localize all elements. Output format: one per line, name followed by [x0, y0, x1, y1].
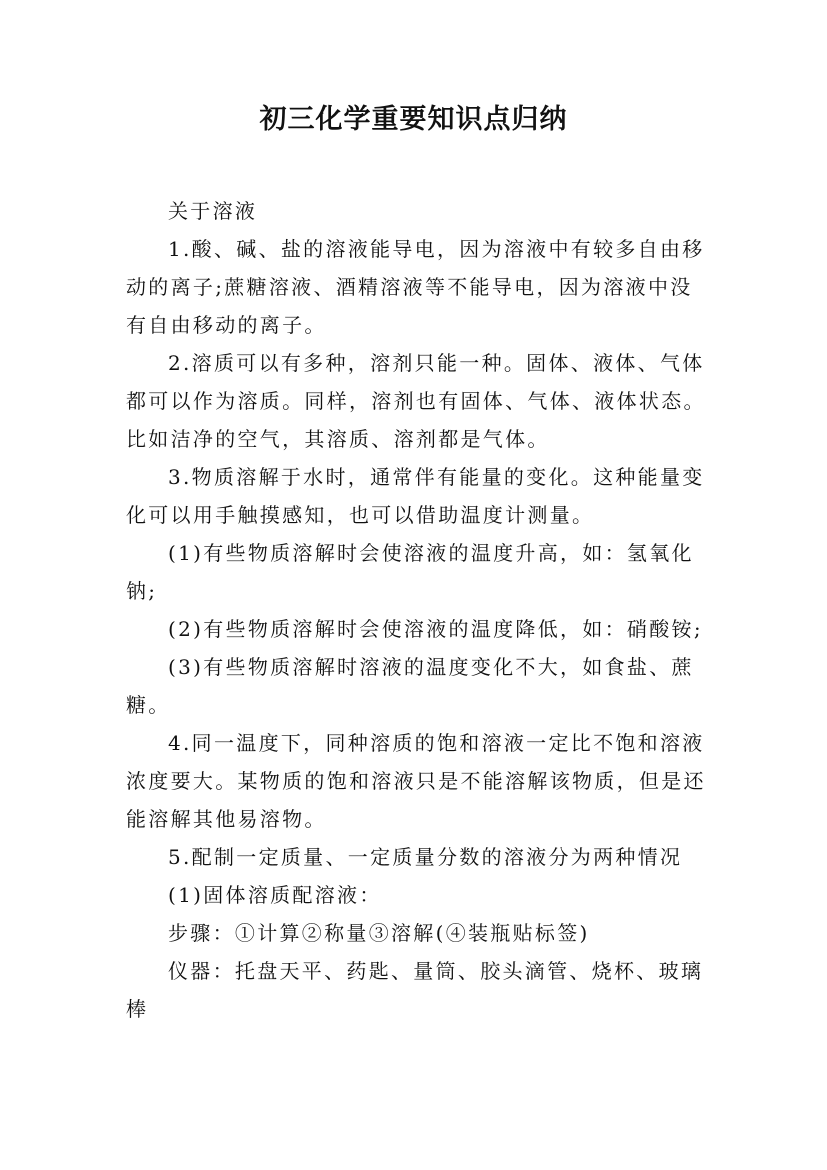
document-title: 初三化学重要知识点归纳: [259, 104, 568, 135]
paragraph-line: 5.配制一定质量、一定质量分数的溶液分为两种情况: [168, 845, 683, 869]
paragraph-line: 2.溶质可以有多种，溶剂只能一种。固体、液体、气体: [168, 351, 705, 375]
paragraph-line: 都可以作为溶质。同样，溶剂也有固体、气体、液体状态。: [126, 389, 706, 413]
paragraph-line: 糖。: [126, 693, 171, 717]
paragraph-line: 1.酸、碱、盐的溶液能导电，因为溶液中有较多自由移: [168, 237, 705, 261]
paragraph-line: 钠;: [126, 579, 158, 603]
paragraph-line: 比如洁净的空气，其溶质、溶剂都是气体。: [126, 427, 550, 451]
paragraph-line: 浓度要大。某物质的饱和溶液只是不能溶解该物质，但是还: [126, 769, 706, 793]
paragraph-line: 能溶解其他易溶物。: [126, 807, 327, 831]
paragraph-line: (2)有些物质溶解时会使溶液的温度降低，如：硝酸铵;: [168, 617, 703, 641]
paragraph-line: (1)固体溶质配溶液：: [168, 883, 382, 907]
paragraph-line: (3)有些物质溶解时溶液的温度变化不大，如食盐、蔗: [168, 655, 694, 679]
paragraph-line: 棒: [126, 997, 149, 1021]
paragraph-line: 动的离子;蔗糖溶液、酒精溶液等不能导电，因为溶液中没: [126, 275, 693, 299]
paragraph-line: 化可以用手触摸感知，也可以借助温度计测量。: [126, 503, 595, 527]
paragraph-line: 4.同一温度下，同种溶质的饱和溶液一定比不饱和溶液: [168, 731, 705, 755]
paragraph-line: 步骤：①计算②称量③溶解(④装瓶贴标签): [168, 921, 590, 945]
paragraph-line: 仪器：托盘天平、药匙、量筒、胶头滴管、烧杯、玻璃: [168, 959, 704, 983]
paragraph-line: 3.物质溶解于水时，通常伴有能量的变化。这种能量变: [168, 465, 705, 489]
paragraph-line: (1)有些物质溶解时会使溶液的温度升高，如：氢氧化: [168, 541, 694, 565]
paragraph-line: 有自由移动的离子。: [126, 313, 327, 337]
section-heading: 关于溶液: [168, 199, 258, 223]
